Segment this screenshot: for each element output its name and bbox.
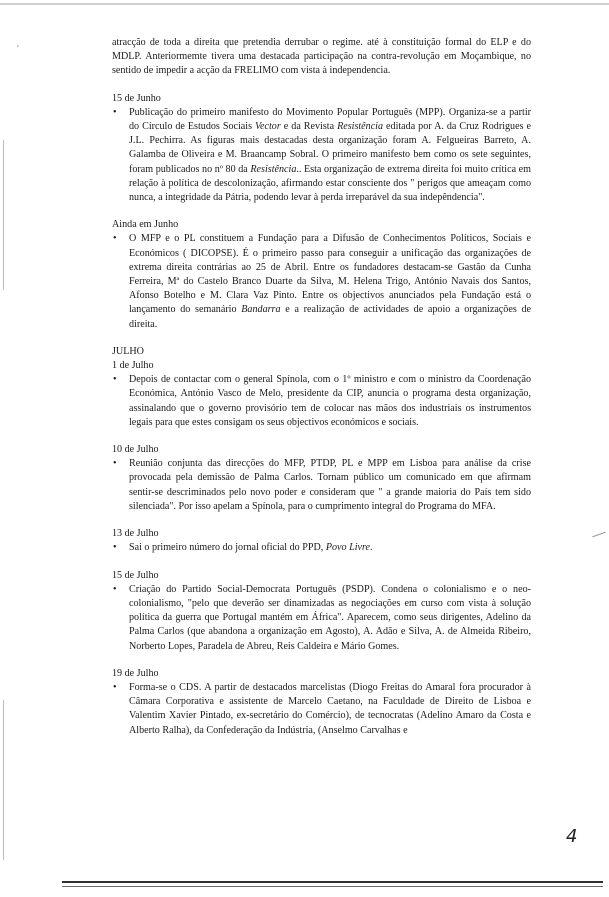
entry-block [112, 218, 531, 332]
text-run: e da Revista [280, 121, 338, 133]
publication-title: Bandarra [241, 304, 281, 316]
scan-edge-stroke [592, 532, 605, 538]
scan-speck: ' [17, 44, 19, 55]
publication-title: Povo Livre [325, 542, 371, 554]
entry-date: 1 de Julho [112, 360, 154, 372]
spacer [112, 556, 531, 569]
scan-left-mark [3, 700, 4, 860]
bullet-icon: • [113, 458, 117, 470]
entry-date: 19 de Julho [112, 667, 159, 679]
text-run: Reunião conjunta das direcções do MFP, PTDP, PL e MPP em Lisboa para análise da crise provocada pela demissão de Palma Carlos. Tornam público um comunicado em que afirmam sentir-se descriminados pelo novo poder e consideram que " a grande maioria do País tem sido silenciada". Por isso apelam a Spínola, para o cumprimento integral do Programa do MFA. [129, 458, 531, 512]
entry-text [112, 541, 531, 555]
scan-top-edge [0, 3, 609, 5]
text-run: Forma-se o CDS. A partir de destacados marcelistas (Diogo Freitas do Amaral fora procurador à Câmara Corporativa e assistente de Marcelo Caetano, na Faculdade de Direito de Lisboa e Valentim Xavier Pintado, ex-secretário do Comércio), de tecnocratas (Adelino Amaro da Costa e Alberto Ralha), da Confederação da Indústria, (Anselmo Carvalhas e [129, 681, 531, 736]
entry-date: 10 de Julho [112, 444, 159, 456]
entry-text [112, 681, 531, 738]
text-run: .. Esta organização de extrema direita foi muito crítica em relação à política de descolonização, afirmando estar consciente dos " perigos que ameaçam como nunca, a integridade da Pátria, podendo levar à perda irreparável da sua indepêndencia". [129, 163, 531, 204]
entry-text [112, 232, 531, 331]
entry-text [112, 106, 531, 205]
spacer [112, 79, 531, 92]
text-run: Publicação do primeiro manifesto do Movimento Popular Português (MPP). Organiza-se a partir do Círculo de Estudos Sociais [129, 106, 531, 133]
bullet-icon: • [113, 681, 117, 693]
text-run: e a realização de actividades de apoio a organizações de direita. [129, 304, 531, 330]
spacer [112, 654, 531, 667]
entry-block [112, 92, 531, 206]
bullet-icon: • [113, 233, 117, 245]
publication-title: Resistência [250, 163, 297, 175]
bullet-icon: • [113, 106, 117, 118]
footer-rule [62, 881, 603, 883]
spacer [112, 205, 531, 218]
entry-text [112, 373, 531, 430]
publication-title: Resistência [337, 121, 384, 133]
spacer [112, 514, 531, 527]
entry-block [112, 527, 531, 555]
entry-block [112, 569, 531, 654]
intro-paragraph: atracção de toda a direita que pretendia derrubar o regime. até à constituição formal do ELP e do MDLP. Anteriormemte tivera uma destacada participação na contra-revolução em Moçambique, no sentido de impedir a acção da FRELIMO com vista à independencia. [112, 37, 531, 77]
entry-date: 15 de Julho [112, 569, 159, 581]
text-run: Sai o primeiro número do jornal oficial do PPD, [129, 542, 326, 554]
entry-date: Ainda em Junho [112, 219, 179, 231]
entry-text [112, 583, 531, 654]
entry-date: 15 de Junho [112, 92, 161, 104]
entry-block [112, 667, 531, 738]
text-run: O MFP e o PL constituem a Fundação para a Difusão de Conhecimentos Políticos, Sociais e Económicos ( DICOPSE). É o primeiro passo para conseguir a unificação das organizações de extrema direita contrárias ao 25 de Abril. Entre os fundadores destacam-se Gastão da Cunha Ferreira, Mª do Castelo Branco Duarte da Silva, M. Helena Trigo, António Navais dos Santos, Afonso Botelho e M. Clara Vaz Pinto. Entre os objectivos anunciados pela Fundação está o lançamento do semanário [129, 233, 531, 316]
entry-text [112, 457, 531, 514]
entry-block [112, 345, 531, 430]
bullet-icon: • [113, 583, 117, 595]
entry-date: 13 de Julho [112, 528, 159, 540]
text-run: . [370, 542, 373, 554]
bullet-icon: • [113, 374, 117, 386]
entry-block [112, 443, 531, 514]
bullet-icon: • [113, 542, 117, 554]
scan-left-mark [3, 140, 4, 290]
text-run: Depois de contactar com o general Spínola, com o 1º ministro e com o ministro da Coordenação Económica, António Vasco de Melo, presidente da CIP, anuncia o programa desta organização, assinalando que o governo provisório tem de colocar nas mãos dos industriais os instrumentos legais para que estes consigam os seus objectivos económicos e sociais. [129, 374, 531, 428]
text-run: Criação do Partido Social-Democrata Português (PSDP). Condena o colonialismo e o neo-colonialismo, "pelo que deverão ser dinamizadas as negociações em curso com vista à solução política da guerra que Portugal mantém em África". Aparecem, como seus dirigentes, Adelino da Palma Carlos (que abandona a organização em Agosto), A. Adão e Silva, A. de Almeida Ribeiro, Norberto Lopes, Paradela de Abreu, Reis Caldeira e Mário Gomes. [129, 583, 531, 652]
month-heading: JULHO [112, 345, 144, 357]
text-run: editada por A. da Cruz Rodrigues e J.L. Pechirra. As figuras mais destacadas desta organização foram A. Felgueiras Barreto, A. Galamba de Oliveira e M. Braancamp Sobral. O primeiro manifesto bem como os sete seguintes, foram publicados no nº 80 da [129, 121, 531, 175]
spacer [112, 430, 531, 443]
page-number: 4 [566, 826, 578, 847]
footer-rule [62, 886, 603, 887]
spacer [112, 332, 531, 345]
publication-title: Vector [255, 121, 281, 133]
document-body [112, 36, 531, 738]
